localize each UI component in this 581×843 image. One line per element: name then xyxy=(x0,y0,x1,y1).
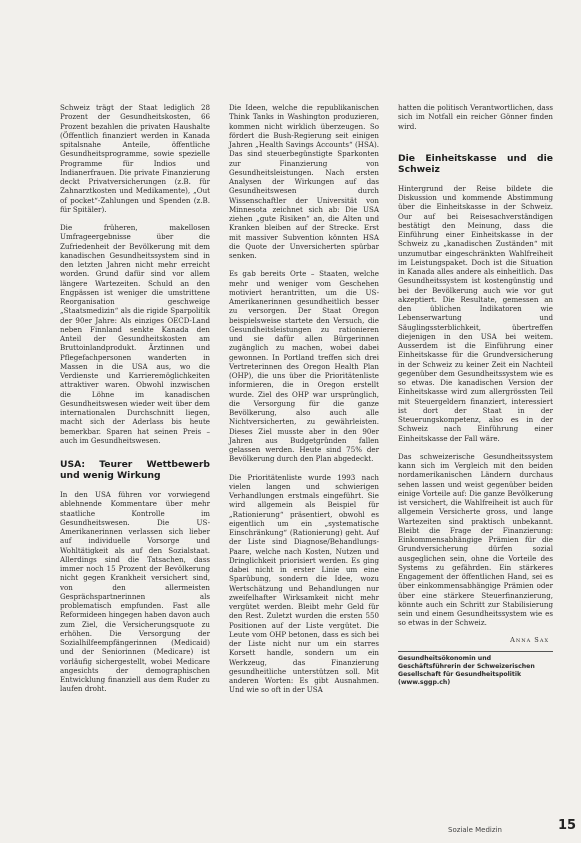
column-2 xyxy=(229,103,379,695)
author-footnote: Gesundheitsökonomin und Geschäftsführerin der Schweizerischen Gesellschaft für Gesundheitspolitik (www.sggp.ch) xyxy=(398,654,535,687)
column-3 xyxy=(398,103,553,688)
paragraph: In den USA führen vor vorwiegend ablehnende Kommentare über mehr staatliche Kontrolle im Gesundheitswesen. Die US-Amerikanerinnen verlassen sich lieber auf individuelle Vorsorge und Wohltätigkeit als auf den Sozialstaat. Allerdings sind die Tatsachen, dass immer noch 15 Prozent der Bevölkerung nicht gegen Krankheit versichert sind, von den allermeisten Gesprächspartnerinnen als problematisch empfunden. Fast alle Reformideen hingegen haben davon auch zum Ziel, die Versicherungsquote zu erhöhen. Die Versorgung der Sozialhilfeempfängerinnen (Medicaid) und der Seniorinnen (Medicare) ist vorläufig sichergestellt, wobei Medicare angesichts der demographischen Entwicklung finanziell aus dem Ruder zu laufen droht. xyxy=(60,490,210,694)
page-number: 15 xyxy=(558,818,577,833)
paragraph: hatten die politisch Verantwortlichen, dass sich im Notfall ein reicher Gönner finden wird. xyxy=(398,103,553,131)
paragraph: Schweiz trägt der Staat lediglich 28 Prozent der Gesundheitskosten, 66 Prozent bezahlen die privaten Haushalte (Öffentlich finanziert werden in Kanada spitalsnahe Anteile, öffentliche Gesundheitsprogramme, sowie spezielle Programme für Indios und Indianerfrauen. Die private Finanzierung deckt Privatversicherungen (z.B. für Zahnarztkosten und Medikamente), „Out of pocket“-Zahlungen und Spenden (z.B. für Spitäler). xyxy=(60,103,210,214)
author-signature: Anna Sax xyxy=(510,635,549,644)
paragraph: Die Prioritätenliste wurde 1993 nach vielen langen und schwierigen Verhandlungen erstmals eingeführt. Sie wird allgemein als Beispiel für „Rationierung“ präsentiert, obwohl es eigentlich um ein „systematische Einschränkung“ (Rationierung) geht. Auf der Liste sind Diagnose/Behandlungs-Paare, welche nach Kosten, Nutzen und Dringlichkeit priorisiert werden. Es ging dabei nicht in erster Linie um eine Sparübung, sondern die Idee, wozu Wertschätzung und Behandlungen nur zweifelhafter Wirksamkeit nicht mehr vergütet werden. Bleibt mehr Geld für den Rest. Zuletzt wurden die ersten 550 Positionen auf der Liste vergütet. Die Leute vom OHP betonen, dass es sich bei der Liste nicht nur um ein starres Korsett handle, sondern um ein Werkzeug, das Finanzierung gesundheitliche unterstützen soll. Mit anderen Worten: Es gibt Ausnahmen. Und wie so oft in der USA xyxy=(229,472,379,695)
paragraph: Die früheren, makellosen Umfrageergebnisse über die Zufriedenheit der Bevölkerung mit dem kanadischen Gesundheitssystem sind in den letzten Jahren nicht mehr erreicht worden. Grund dafür sind vor allem längere Wartezeiten. Schuld an den Engpässen ist weniger die umstrittene Reorganisation geschweige „Staatsmedizin“ als die rigide Sparpolitik der 90er Jahre: Als einziges OECD-Land neben Finnland senkte Kanada den Anteil der Gesundheitskosten am Bruttoinlandprodukt. Ärztinnen und Pflegefachpersonen wanderten in Massen in die USA aus, wo die Verdienste und Karrieremöglichkeiten attraktiver waren. Obwohl inzwischen die Löhne im kanadischen Gesundheitswesen wieder weit über dem internationalen Durchschnitt liegen, macht sich der Aderlass bis heute bemerkbar. Sparen hat seinen Preis – auch im Gesundheitswesen. xyxy=(60,223,210,445)
column-1 xyxy=(60,103,210,694)
paragraph: Hintergrund der Reise bildete die Diskussion und kommende Abstimmung über die Einheitskasse in der Schweiz. Our auf bei Reisesachverständigen bestätigt den Meinung, dass die Einführung einer Einheitskasse in der Schweiz zu „kanadischen Zuständen“ mit unzumutbar eingeschränkten Wahlfreiheit im Leistungspaket. Doch ist die Situation in Kanada alles andere als einheitlich. Das Gesundheitssystem ist kostengünstig und bei der Bevölkerung auch wie vor gut akzeptiert. Die Resultate, gemessen an den üblichen Indikatoren wie Lebenserwartung und Säuglingssterblichkeit, übertreffen diejenigen in den USA bei weitem. Ausserdem ist die Einführung einer Einheitskasse für die Grundversicherung in der Schweiz zu keiner Zeit ein Nachteil gegenüber dem Gesundheitssystem wie es so etwas. Die kanadischen Version der Einheitskasse wird zum allergrössten Teil mit Steuergeldern finanziert, interessiert ist dort der Staat in der Steuerungskompetenz, also es in der Schweiz nach Einführung einer Einheitskasse der Fall wäre. xyxy=(398,183,553,443)
footnote-divider xyxy=(398,651,553,652)
paragraph: Es gab bereits Orte – Staaten, welche mehr und weniger vom Geschehen motiviert herantritten, um die US-Amerikanerinnen gesundheitlich besser zu versorgen. Der Staat Oregon beispielsweise startete den Versuch, die Gesundheitsleistungen zu rationieren und sie dafür allen Bürgerinnen zugänglich zu machen, wobei dabei gewonnen. In Portland treffen sich drei Vertreterinnen des Oregon Health Plan (OHP), die uns über die Prioritätenliste informieren, die in Oregon erstellt wurde. Ziel des OHP war ursprünglich, die Versorgung für die ganze Bevölkerung, also auch alle Nichtversicherten, zu gewährleisten. Dieses Ziel musste aber in den 90er Jahren aus Budgetgründen fallen gelassen werden. Heute sind 75% der Bevölkerung durch den Plan abgedeckt. xyxy=(229,269,379,464)
section-heading-einheitskasse: Die Einheitskasse und die Schweiz xyxy=(398,152,553,175)
paragraph: Die Ideen, welche die republikanischen Think Tanks in Washington produzieren, kommen nicht wirklich überzeugen. So fördert die Bush-Regierung seit einigen Jahren „Health Savings Accounts“ (HSA). Das sind steuerbegünstigte Sparkonten zur Finanzierung von Gesundheitsleistungen. Nach ersten Analysen der Wirkungen auf das Gesundheitswesen durch Wissenschaftler der Universität von Minnesota zeichnet sich ab: Die USA ziehen „gute Risiken“ an, die Alten und Kranken bleiben auf der Strecke. Erst mit massiver Subvention könnten HSA die Quote der Unversicherten spürbar senken. xyxy=(229,103,379,260)
section-heading-usa: USA: Teurer Wettbewerb und wenig Wirkung xyxy=(60,459,210,481)
paragraph: Das schweizerische Gesundheitssystem kann sich im Vergleich mit den beiden nordamerikanischen Ländern durchaus sehen lassen und weist gegenüber beiden einige Vorteile auf: Die ganze Bevölkerung ist versichert, die Wahlfreiheit ist auch für allgemein Versicherte gross, und lange Wartezeiten sind praktisch unbekannt. Bleibt die Frage der Finanzierung: Einkommensabhängige Prämien für die Grundversicherung dürfen sozial ausgeglichen sein, ohne die Vorteile des Systems zu gefährden. Ein stärkeres Engagement der öffentlichen Hand, sei es über einkommensabhängige Prämien oder über eine stärkere Steuerfinanzierung, könnte auch ein Schritt zur Stabilisierung sein und einem Gesundheitssystem wie es so etwas in der Schweiz. xyxy=(398,451,553,628)
journal-name: Soziale Medizin xyxy=(448,826,502,834)
